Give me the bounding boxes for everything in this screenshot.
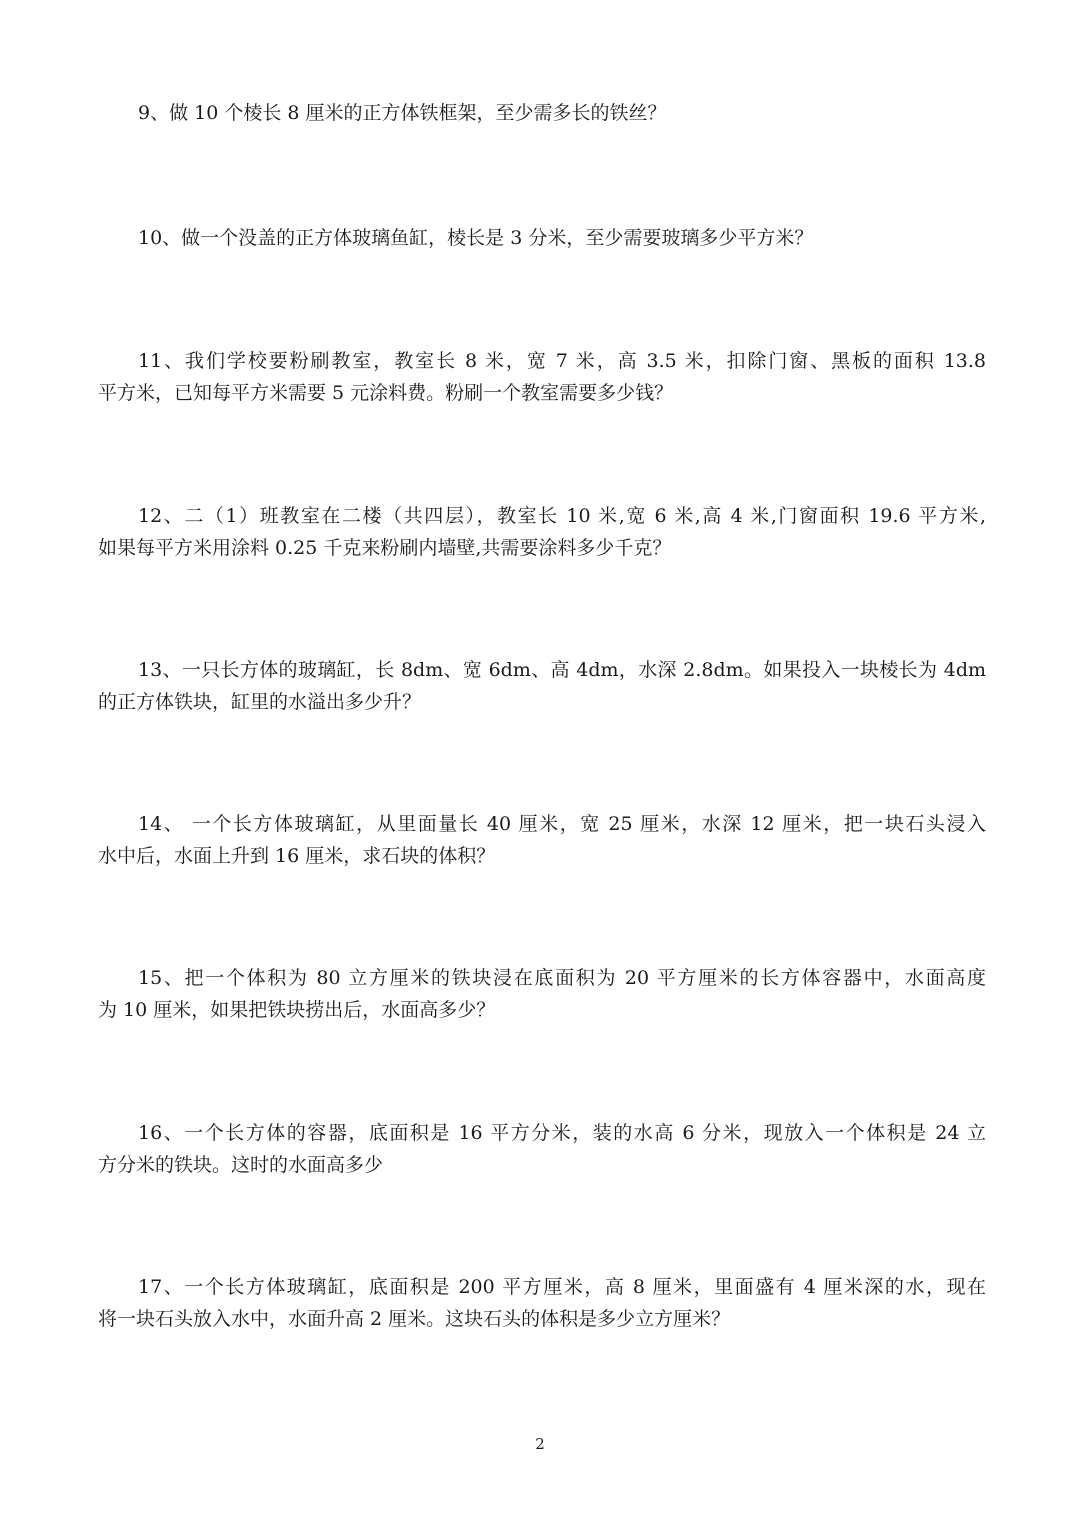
problem-16 — [98, 1117, 986, 1181]
page-number: 2 — [535, 1435, 545, 1453]
problem-line: 16、一个长方体的容器，底面积是 16 平方分米，装的水高 6 分米，现放入一个体积是 24 立 — [138, 1122, 986, 1144]
problem-10 — [98, 222, 986, 254]
problem-line: 11、我们学校要粉刷教室，教室长 8 米，宽 7 米，高 3.5 米，扣除门窗、黑板的面积 13.8 — [138, 350, 986, 372]
problem-13 — [98, 654, 986, 718]
problem-12 — [98, 500, 986, 564]
problem-line: 的正方体铁块，缸里的水溢出多少升？ — [98, 691, 422, 713]
problem-line: 13、一只长方体的玻璃缸，长 8dm、宽 6dm、高 4dm，水深 2.8dm。如果投入一块棱长为 4dm — [138, 659, 986, 681]
problem-line: 水中后，水面上升到 16 厘米，求石块的体积？ — [98, 845, 496, 867]
problem-line: 如果每平方米用涂料 0.25 千克来粉刷内墙壁,共需要涂料多少千克？ — [98, 537, 672, 559]
problem-line: 9、做 10 个棱长 8 厘米的正方体铁框架，至少需多长的铁丝？ — [138, 102, 667, 124]
problem-14 — [98, 808, 986, 872]
problem-line: 为 10 厘米，如果把铁块捞出后，水面高多少？ — [98, 999, 496, 1021]
problem-line: 15、把一个体积为 80 立方厘米的铁块浸在底面积为 20 平方厘米的长方体容器中，水面高度 — [138, 967, 986, 989]
problem-line: 14、 一个长方体玻璃缸，从里面量长 40 厘米，宽 25 厘米，水深 12 厘米，把一块石头浸入 — [138, 813, 986, 835]
problem-11 — [98, 345, 986, 409]
problem-line: 12、二（1）班教室在二楼（共四层），教室长 10 米,宽 6 米,高 4 米,门窗面积 19.6 平方米, — [138, 505, 986, 527]
problem-line: 方分米的铁块。这时的水面高多少 — [98, 1154, 384, 1176]
problem-line: 17、一个长方体玻璃缸，底面积是 200 平方厘米，高 8 厘米，里面盛有 4 厘米深的水，现在 — [138, 1276, 986, 1298]
problem-line: 平方米，已知每平方米需要 5 元涂料费。粉刷一个教室需要多少钱？ — [98, 382, 674, 404]
problem-15 — [98, 962, 986, 1026]
problem-line: 10、做一个没盖的正方体玻璃鱼缸，棱长是 3 分米，至少需要玻璃多少平方米？ — [138, 227, 814, 249]
problem-line: 将一块石头放入水中，水面升高 2 厘米。这块石头的体积是多少立方厘米？ — [98, 1308, 731, 1330]
problem-17 — [98, 1271, 986, 1335]
problem-9 — [98, 97, 986, 129]
